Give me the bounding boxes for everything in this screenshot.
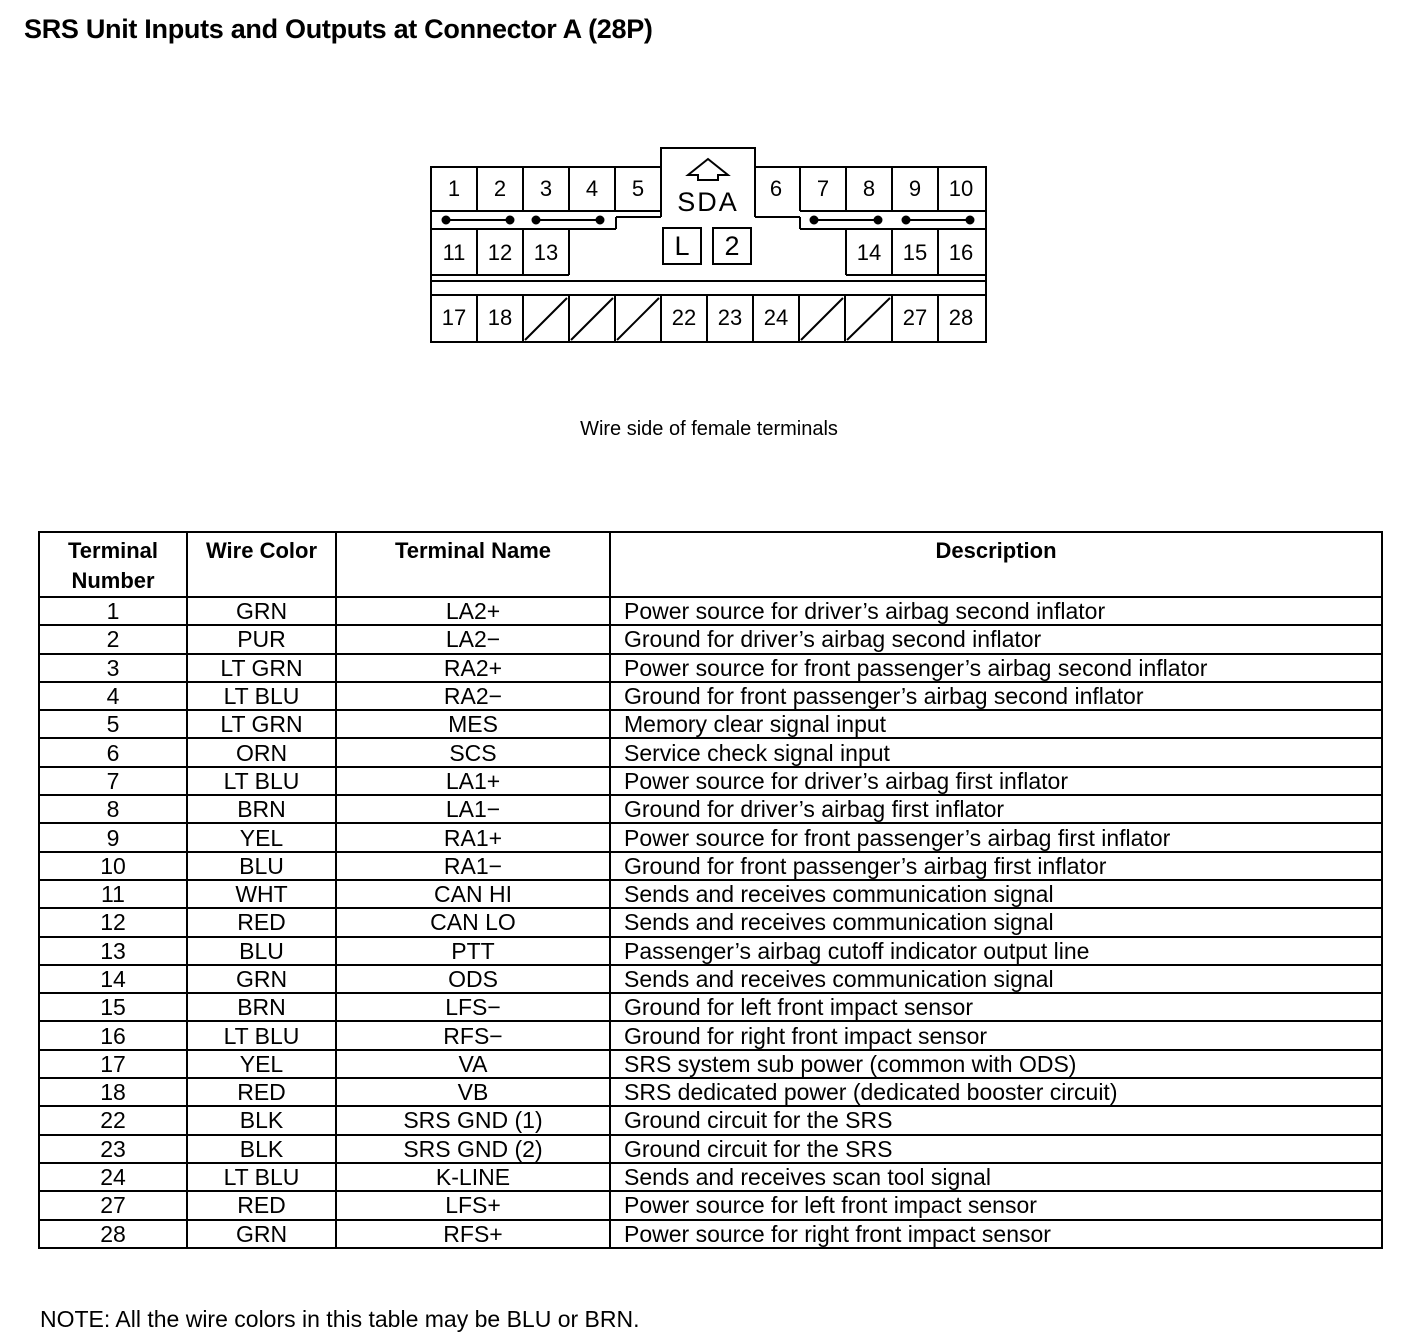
table-row bbox=[39, 1220, 1382, 1248]
cell-wire-color: BLU bbox=[187, 852, 336, 880]
cell-terminal-number: 12 bbox=[39, 908, 187, 936]
terminal-label: 17 bbox=[441, 305, 467, 330]
cell-terminal-number: 11 bbox=[39, 880, 187, 908]
cell-description: Ground for left front impact sensor bbox=[610, 993, 1382, 1021]
key-label-2: 2 bbox=[712, 227, 752, 265]
terminal-label: 3 bbox=[539, 176, 553, 201]
cell-terminal-name: RA2+ bbox=[336, 654, 610, 682]
cell-terminal-name: ODS bbox=[336, 965, 610, 993]
cell-description: Ground circuit for the SRS bbox=[610, 1106, 1382, 1134]
table-row bbox=[39, 1021, 1382, 1049]
header-wire-color: Wire Color bbox=[187, 532, 336, 597]
terminal-label: 12 bbox=[487, 240, 513, 265]
cell-terminal-number: 17 bbox=[39, 1050, 187, 1078]
cell-terminal-name: K-LINE bbox=[336, 1163, 610, 1191]
cell-wire-color: LT BLU bbox=[187, 1163, 336, 1191]
cell-description: Ground for driver’s airbag second inflator bbox=[610, 625, 1382, 653]
cell-terminal-number: 15 bbox=[39, 993, 187, 1021]
cell-description: Power source for right front impact sensor bbox=[610, 1220, 1382, 1248]
cell-terminal-name: CAN LO bbox=[336, 908, 610, 936]
terminal-label: 6 bbox=[769, 176, 783, 201]
cell-wire-color: LT BLU bbox=[187, 767, 336, 795]
terminal-label: 7 bbox=[816, 176, 830, 201]
cell-terminal-number: 13 bbox=[39, 937, 187, 965]
cell-wire-color: YEL bbox=[187, 1050, 336, 1078]
terminal-label: 4 bbox=[585, 176, 599, 201]
cell-terminal-name: SCS bbox=[336, 738, 610, 766]
cell-wire-color: GRN bbox=[187, 597, 336, 625]
cell-terminal-name: SRS GND (2) bbox=[336, 1135, 610, 1163]
cell-terminal-number: 24 bbox=[39, 1163, 187, 1191]
terminal-label: 23 bbox=[717, 305, 743, 330]
table-row bbox=[39, 625, 1382, 653]
cell-wire-color: BRN bbox=[187, 993, 336, 1021]
cell-wire-color: LT GRN bbox=[187, 654, 336, 682]
cell-description: Ground for right front impact sensor bbox=[610, 1021, 1382, 1049]
terminal-label: 5 bbox=[631, 176, 645, 201]
cell-wire-color: LT GRN bbox=[187, 710, 336, 738]
cell-terminal-number: 6 bbox=[39, 738, 187, 766]
cell-description: Sends and receives communication signal bbox=[610, 965, 1382, 993]
table-row bbox=[39, 937, 1382, 965]
cell-terminal-number: 18 bbox=[39, 1078, 187, 1106]
cell-description: Sends and receives scan tool signal bbox=[610, 1163, 1382, 1191]
table-row bbox=[39, 654, 1382, 682]
cell-terminal-name: VB bbox=[336, 1078, 610, 1106]
table-row bbox=[39, 1078, 1382, 1106]
cell-terminal-name: LA2+ bbox=[336, 597, 610, 625]
table-row bbox=[39, 908, 1382, 936]
terminal-label: 15 bbox=[902, 240, 928, 265]
cell-terminal-name: LFS− bbox=[336, 993, 610, 1021]
table-row bbox=[39, 1106, 1382, 1134]
cell-terminal-name: LA1+ bbox=[336, 767, 610, 795]
cell-description: Ground for front passenger’s airbag second inflator bbox=[610, 682, 1382, 710]
cell-wire-color: YEL bbox=[187, 823, 336, 851]
table-row bbox=[39, 965, 1382, 993]
cell-terminal-number: 8 bbox=[39, 795, 187, 823]
cell-wire-color: ORN bbox=[187, 738, 336, 766]
header-description: Description bbox=[610, 532, 1382, 597]
cell-terminal-number: 4 bbox=[39, 682, 187, 710]
cell-terminal-name: VA bbox=[336, 1050, 610, 1078]
table-row bbox=[39, 880, 1382, 908]
cell-description: Power source for front passenger’s airbag second inflator bbox=[610, 654, 1382, 682]
cell-terminal-number: 9 bbox=[39, 823, 187, 851]
cell-terminal-name: PTT bbox=[336, 937, 610, 965]
cell-terminal-number: 16 bbox=[39, 1021, 187, 1049]
terminal-label: 11 bbox=[442, 240, 466, 265]
cell-terminal-number: 3 bbox=[39, 654, 187, 682]
terminal-table bbox=[38, 531, 1383, 1249]
table-row bbox=[39, 597, 1382, 625]
terminal-label: 27 bbox=[902, 305, 928, 330]
cell-terminal-number: 1 bbox=[39, 597, 187, 625]
cell-description: Memory clear signal input bbox=[610, 710, 1382, 738]
cell-wire-color: BRN bbox=[187, 795, 336, 823]
cell-description: Sends and receives communication signal bbox=[610, 880, 1382, 908]
terminal-label: 14 bbox=[856, 240, 882, 265]
cell-wire-color: LT BLU bbox=[187, 682, 336, 710]
terminal-label: 24 bbox=[763, 305, 789, 330]
cell-terminal-name: RA2− bbox=[336, 682, 610, 710]
table-row bbox=[39, 852, 1382, 880]
cell-terminal-number: 27 bbox=[39, 1191, 187, 1219]
terminal-label: 9 bbox=[908, 176, 922, 201]
table-row bbox=[39, 1050, 1382, 1078]
cell-terminal-number: 14 bbox=[39, 965, 187, 993]
sda-label: SDA bbox=[677, 187, 739, 217]
cell-terminal-name: MES bbox=[336, 710, 610, 738]
page-title: SRS Unit Inputs and Outputs at Connector A (28P) bbox=[24, 14, 653, 44]
header-terminal-number: Terminal Number bbox=[39, 532, 187, 597]
cell-description: Power source for front passenger’s airbag first inflator bbox=[610, 823, 1382, 851]
terminal-label: 8 bbox=[862, 176, 876, 201]
table-header-row bbox=[39, 532, 1382, 597]
table-row bbox=[39, 823, 1382, 851]
terminal-label: 2 bbox=[493, 176, 507, 201]
cell-wire-color: WHT bbox=[187, 880, 336, 908]
cell-terminal-name: RFS+ bbox=[336, 1220, 610, 1248]
cell-description: Service check signal input bbox=[610, 738, 1382, 766]
terminal-label: 18 bbox=[487, 305, 513, 330]
cell-terminal-name: LFS+ bbox=[336, 1191, 610, 1219]
cell-wire-color: RED bbox=[187, 1078, 336, 1106]
cell-terminal-number: 22 bbox=[39, 1106, 187, 1134]
diagram-caption: Wire side of female terminals bbox=[580, 418, 838, 440]
cell-terminal-name: RFS− bbox=[336, 1021, 610, 1049]
cell-description: Power source for left front impact sensor bbox=[610, 1191, 1382, 1219]
table-row bbox=[39, 1135, 1382, 1163]
cell-wire-color: GRN bbox=[187, 1220, 336, 1248]
table-row bbox=[39, 993, 1382, 1021]
cell-wire-color: GRN bbox=[187, 965, 336, 993]
connector-diagram bbox=[430, 147, 990, 343]
table-note: NOTE: All the wire colors in this table may be BLU or BRN. bbox=[40, 1306, 640, 1332]
table-row bbox=[39, 767, 1382, 795]
header-terminal-name: Terminal Name bbox=[336, 532, 610, 597]
table-row bbox=[39, 738, 1382, 766]
cell-description: Power source for driver’s airbag first inflator bbox=[610, 767, 1382, 795]
cell-wire-color: BLK bbox=[187, 1106, 336, 1134]
cell-description: Ground for driver’s airbag first inflator bbox=[610, 795, 1382, 823]
cell-terminal-number: 7 bbox=[39, 767, 187, 795]
cell-wire-color: PUR bbox=[187, 625, 336, 653]
cell-wire-color: LT BLU bbox=[187, 1021, 336, 1049]
table-row bbox=[39, 1191, 1382, 1219]
table-row bbox=[39, 710, 1382, 738]
key-label-l: L bbox=[662, 227, 702, 265]
cell-description: SRS system sub power (common with ODS) bbox=[610, 1050, 1382, 1078]
cell-terminal-name: LA2− bbox=[336, 625, 610, 653]
cell-description: Ground circuit for the SRS bbox=[610, 1135, 1382, 1163]
terminal-label: 16 bbox=[948, 240, 974, 265]
cell-description: SRS dedicated power (dedicated booster circuit) bbox=[610, 1078, 1382, 1106]
cell-terminal-number: 23 bbox=[39, 1135, 187, 1163]
cell-terminal-name: RA1+ bbox=[336, 823, 610, 851]
cell-terminal-number: 28 bbox=[39, 1220, 187, 1248]
cell-description: Passenger’s airbag cutoff indicator output line bbox=[610, 937, 1382, 965]
cell-terminal-name: RA1− bbox=[336, 852, 610, 880]
cell-terminal-number: 10 bbox=[39, 852, 187, 880]
table-row bbox=[39, 682, 1382, 710]
cell-terminal-name: CAN HI bbox=[336, 880, 610, 908]
cell-description: Ground for front passenger’s airbag first inflator bbox=[610, 852, 1382, 880]
cell-terminal-number: 2 bbox=[39, 625, 187, 653]
cell-wire-color: BLK bbox=[187, 1135, 336, 1163]
table-row bbox=[39, 1163, 1382, 1191]
cell-terminal-name: LA1− bbox=[336, 795, 610, 823]
cell-wire-color: RED bbox=[187, 908, 336, 936]
cell-terminal-number: 5 bbox=[39, 710, 187, 738]
terminal-label: 10 bbox=[948, 176, 974, 201]
cell-wire-color: RED bbox=[187, 1191, 336, 1219]
terminal-label: 13 bbox=[533, 240, 559, 265]
cell-description: Sends and receives communication signal bbox=[610, 908, 1382, 936]
terminal-label: 1 bbox=[447, 176, 461, 201]
terminal-label: 22 bbox=[671, 305, 697, 330]
table-row bbox=[39, 795, 1382, 823]
cell-description: Power source for driver’s airbag second inflator bbox=[610, 597, 1382, 625]
cell-wire-color: BLU bbox=[187, 937, 336, 965]
cell-terminal-name: SRS GND (1) bbox=[336, 1106, 610, 1134]
terminal-label: 28 bbox=[948, 305, 974, 330]
